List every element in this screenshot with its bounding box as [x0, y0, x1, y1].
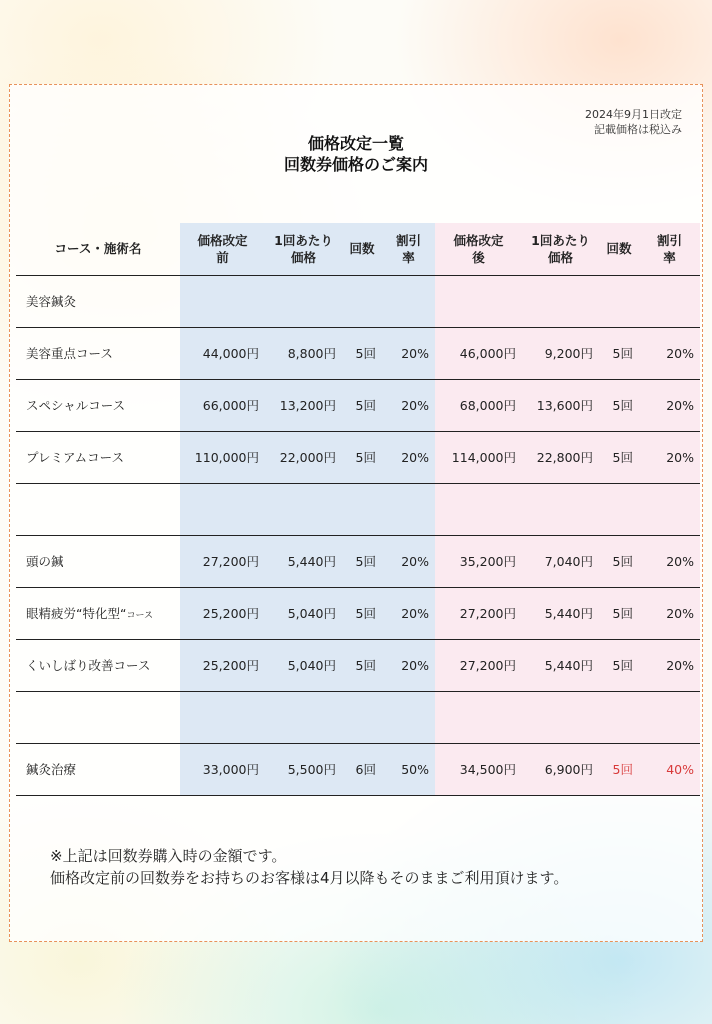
after-count — [599, 275, 639, 327]
after-count: 5回 — [599, 535, 639, 587]
course-name: 鍼灸治療 — [26, 762, 77, 777]
before-per-session: 5,040円 — [265, 639, 342, 691]
table-row — [16, 587, 700, 639]
course-name: 頭の鍼 — [26, 554, 64, 569]
course-name-suffix: コース — [126, 611, 154, 621]
page-title: 価格改定一覧 — [307, 134, 404, 153]
after-price: 34,500円 — [435, 743, 522, 795]
before-count: 5回 — [342, 587, 382, 639]
after-price — [435, 483, 522, 535]
footnote-line-2: 価格改定前の回数券をお持ちのお客様は4月以降もそのままご利用頂けます。 — [50, 869, 569, 887]
after-count: 5回 — [599, 587, 639, 639]
before-price: 25,200円 — [180, 639, 265, 691]
table-row — [16, 691, 700, 743]
table-row — [16, 535, 700, 587]
header-after-price-text: 価格改定 後 — [453, 232, 504, 265]
after-price: 68,000円 — [435, 379, 522, 431]
after-per-session: 5,440円 — [522, 639, 599, 691]
table-row — [16, 639, 700, 691]
before-price — [180, 483, 265, 535]
after-price: 114,000円 — [435, 431, 522, 483]
after-price — [435, 691, 522, 743]
header-before-price-text: 価格改定 前 — [197, 232, 248, 265]
table-row — [16, 379, 700, 431]
header-before-per — [265, 223, 342, 275]
table-row — [16, 743, 700, 795]
after-per-session — [522, 483, 599, 535]
before-discount — [382, 483, 435, 535]
header-before-price — [180, 223, 265, 275]
before-price: 25,200円 — [180, 587, 265, 639]
table-row — [16, 327, 700, 379]
before-discount: 20% — [382, 639, 435, 691]
before-count — [342, 691, 382, 743]
price-table — [16, 223, 700, 796]
after-discount: 20% — [639, 379, 700, 431]
after-price: 27,200円 — [435, 639, 522, 691]
after-count: 5回 — [599, 743, 639, 795]
table-header-row — [16, 223, 700, 275]
after-count: 5回 — [599, 379, 639, 431]
after-per-session — [522, 275, 599, 327]
table-row — [16, 483, 700, 535]
before-count: 5回 — [342, 639, 382, 691]
after-discount — [639, 483, 700, 535]
header-before-discount — [382, 223, 435, 275]
before-per-session — [265, 483, 342, 535]
after-count: 5回 — [599, 327, 639, 379]
course-name-main: 眼精疲労“特化型“ — [26, 606, 127, 621]
before-count: 5回 — [342, 535, 382, 587]
before-price — [180, 275, 265, 327]
before-discount — [382, 691, 435, 743]
course-name: スペシャルコース — [26, 398, 126, 413]
before-per-session — [265, 691, 342, 743]
after-discount — [639, 691, 700, 743]
after-count — [599, 691, 639, 743]
after-per-session: 5,440円 — [522, 587, 599, 639]
before-count: 5回 — [342, 327, 382, 379]
after-discount: 20% — [639, 431, 700, 483]
after-count: 5回 — [599, 431, 639, 483]
after-per-session: 13,600円 — [522, 379, 599, 431]
before-price: 44,000円 — [180, 327, 265, 379]
course-name: 美容鍼灸 — [26, 294, 77, 309]
after-count: 5回 — [599, 639, 639, 691]
before-price: 27,200円 — [180, 535, 265, 587]
before-price: 66,000円 — [180, 379, 265, 431]
course-name: プレミアムコース — [26, 450, 125, 465]
page-title-block — [10, 133, 702, 175]
after-discount: 20% — [639, 587, 700, 639]
revision-date: 2024年9月1日改定 — [585, 108, 682, 121]
before-per-session: 5,040円 — [265, 587, 342, 639]
before-discount — [382, 275, 435, 327]
footnote-line-1: ※上記は回数券購入時の金額です。 — [50, 847, 287, 865]
course-name — [16, 691, 180, 743]
before-discount: 50% — [382, 743, 435, 795]
after-price: 35,200円 — [435, 535, 522, 587]
header-after-per-text: 1回あたり 価格 — [531, 232, 590, 265]
before-per-session: 8,800円 — [265, 327, 342, 379]
header-after-per — [522, 223, 599, 275]
after-per-session — [522, 691, 599, 743]
before-discount: 20% — [382, 535, 435, 587]
table-row — [16, 275, 700, 327]
after-discount: 40% — [639, 743, 700, 795]
header-before-discount-text: 割引 率 — [395, 232, 421, 265]
course-name — [16, 587, 180, 639]
after-price: 46,000円 — [435, 327, 522, 379]
after-discount: 20% — [639, 327, 700, 379]
after-price: 27,200円 — [435, 587, 522, 639]
page-subtitle: 回数券価格のご案内 — [283, 155, 428, 174]
header-after-discount — [639, 223, 700, 275]
after-per-session: 6,900円 — [522, 743, 599, 795]
before-discount: 20% — [382, 327, 435, 379]
after-discount: 20% — [639, 639, 700, 691]
tax-note: 記載価格は税込み — [594, 123, 682, 136]
before-discount: 20% — [382, 431, 435, 483]
header-before-per-text: 1回あたり 価格 — [274, 232, 333, 265]
header-before-count: 回数 — [342, 223, 382, 275]
before-discount: 20% — [382, 379, 435, 431]
before-count: 5回 — [342, 431, 382, 483]
before-count: 5回 — [342, 379, 382, 431]
footnote — [50, 845, 568, 889]
header-after-price — [435, 223, 522, 275]
before-price: 33,000円 — [180, 743, 265, 795]
before-count: 6回 — [342, 743, 382, 795]
course-name: 美容重点コース — [26, 346, 113, 361]
before-per-session: 5,500円 — [265, 743, 342, 795]
after-per-session: 7,040円 — [522, 535, 599, 587]
table-row — [16, 431, 700, 483]
before-per-session: 22,000円 — [265, 431, 342, 483]
after-discount — [639, 275, 700, 327]
after-per-session: 22,800円 — [522, 431, 599, 483]
before-per-session: 13,200円 — [265, 379, 342, 431]
before-per-session — [265, 275, 342, 327]
before-count — [342, 483, 382, 535]
before-price: 110,000円 — [180, 431, 265, 483]
course-name: くいしばり改善コース — [26, 658, 151, 673]
price-notice-frame — [9, 84, 703, 942]
header-after-count: 回数 — [599, 223, 639, 275]
before-per-session: 5,440円 — [265, 535, 342, 587]
after-per-session: 9,200円 — [522, 327, 599, 379]
before-discount: 20% — [382, 587, 435, 639]
before-count — [342, 275, 382, 327]
header-course: コース・施術名 — [54, 241, 142, 257]
after-price — [435, 275, 522, 327]
header-after-discount-text: 割引 率 — [656, 232, 682, 265]
after-count — [599, 483, 639, 535]
course-name — [16, 483, 180, 535]
before-price — [180, 691, 265, 743]
after-discount: 20% — [639, 535, 700, 587]
